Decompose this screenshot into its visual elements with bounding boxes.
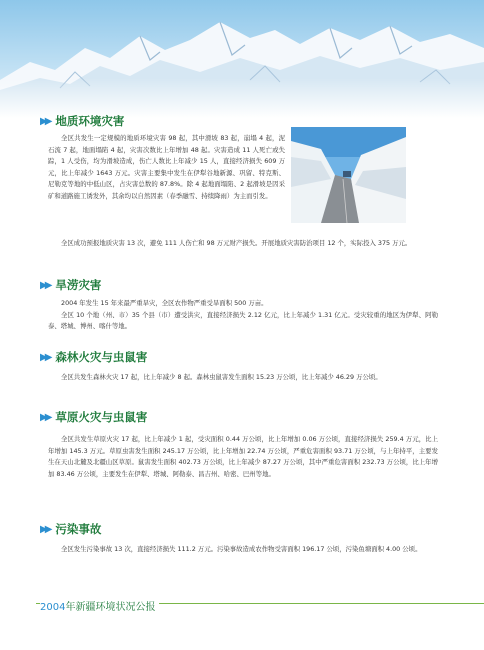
snow-road-photo <box>291 127 406 223</box>
double-arrow-icon: ▶▶ <box>40 279 50 291</box>
grassland-paragraph: 全区共发生草原火灾 17 起，比上年减少 1 起，受灾面积 0.44 万公顷，比上年增加 0.06 万公顷，直接经济损失 259.4 万元，比上年增加 145.3 万元。草原虫害发生面积 245.17 万公顷，比上年增加 22.74 万公顷，严重危害面积 93.71 万公顷，与上年持平，主要发生在天山北麓及北疆山区草原。鼠害发生面积 402.73 万公顷，比上年减少 87.27 万公顷，其中严重危害面积 232.73 万公顷，比上年增加 83.46 万公顷，主要发生在伊犁、塔城、阿勒泰、昌吉州、哈密、巴州等地。 <box>48 435 438 478</box>
section-title-pollution: ▶▶ 污染事故 <box>40 522 102 536</box>
double-arrow-icon: ▶▶ <box>40 411 50 423</box>
geology-paragraph-1: 全区共发生一定规模的地质环境灾害 98 起，其中滑坡 83 起，崩塌 4 起，泥石流 7 起，地面塌陷 4 起，灾害次数比上年增加 48 起。灾害造成 11 人死亡或失踪，1 人受伤，均为滑坡造成，伤亡人数比上年减少 15 人，直接经济损失 609 万元，比上年减少 1643 万元。灾害主要集中发生在伊犁谷地新源、巩留、特克斯、尼勒克等地的中低山区，占灾害总数的 87.8%。除 4 起地面塌陷、2 起滑坡是因采矿和道路施工诱发外，其余均以自然因素（春季融雪、持续降雨）为主而引发。 <box>48 134 285 200</box>
double-arrow-icon: ▶▶ <box>40 115 50 127</box>
section-title-grassland: ▶▶ 草原火灾与虫鼠害 <box>40 410 148 424</box>
section-title-geology: ▶▶ 地质环境灾害 <box>40 114 125 128</box>
double-arrow-icon: ▶▶ <box>40 523 50 535</box>
geology-paragraph-2: 全区成功预报地质灾害 13 次，避免 111 人伤亡和 98 万元财产损失。开展地质灾害防治项目 12 个，实际投入 375 万元。 <box>61 239 412 247</box>
section-title-drought-flood: ▶▶ 旱涝灾害 <box>40 278 102 292</box>
mountain-banner <box>0 0 484 118</box>
pollution-paragraph: 全区发生污染事故 13 次，直接经济损失 111.2 万元。污染事故造成农作物受害面积 196.17 公顷，污染鱼塘面积 4.00 公顷。 <box>61 545 422 553</box>
forest-paragraph: 全区共发生森林火灾 17 起，比上年减少 8 起。森林虫鼠害发生面积 15.23 万公顷，比上年减少 46.29 万公顷。 <box>61 373 382 381</box>
drought-paragraphs: 2004 年发生 15 年来最严重旱灾，全区农作物严重受旱面积 500 万亩。 全区 10 个地（州、市）35 个县（市）遭受洪灾，直接经济损失 2.12 亿元，比上年减少 1.31 亿元。受灾较重的地区为伊犁、阿勒泰、塔城、博州、喀什等地。 <box>48 299 438 331</box>
report-footer: 2004年新疆环境状况公报 <box>40 598 159 613</box>
double-arrow-icon: ▶▶ <box>40 351 50 363</box>
section-title-forest: ▶▶ 森林火灾与虫鼠害 <box>40 350 148 364</box>
